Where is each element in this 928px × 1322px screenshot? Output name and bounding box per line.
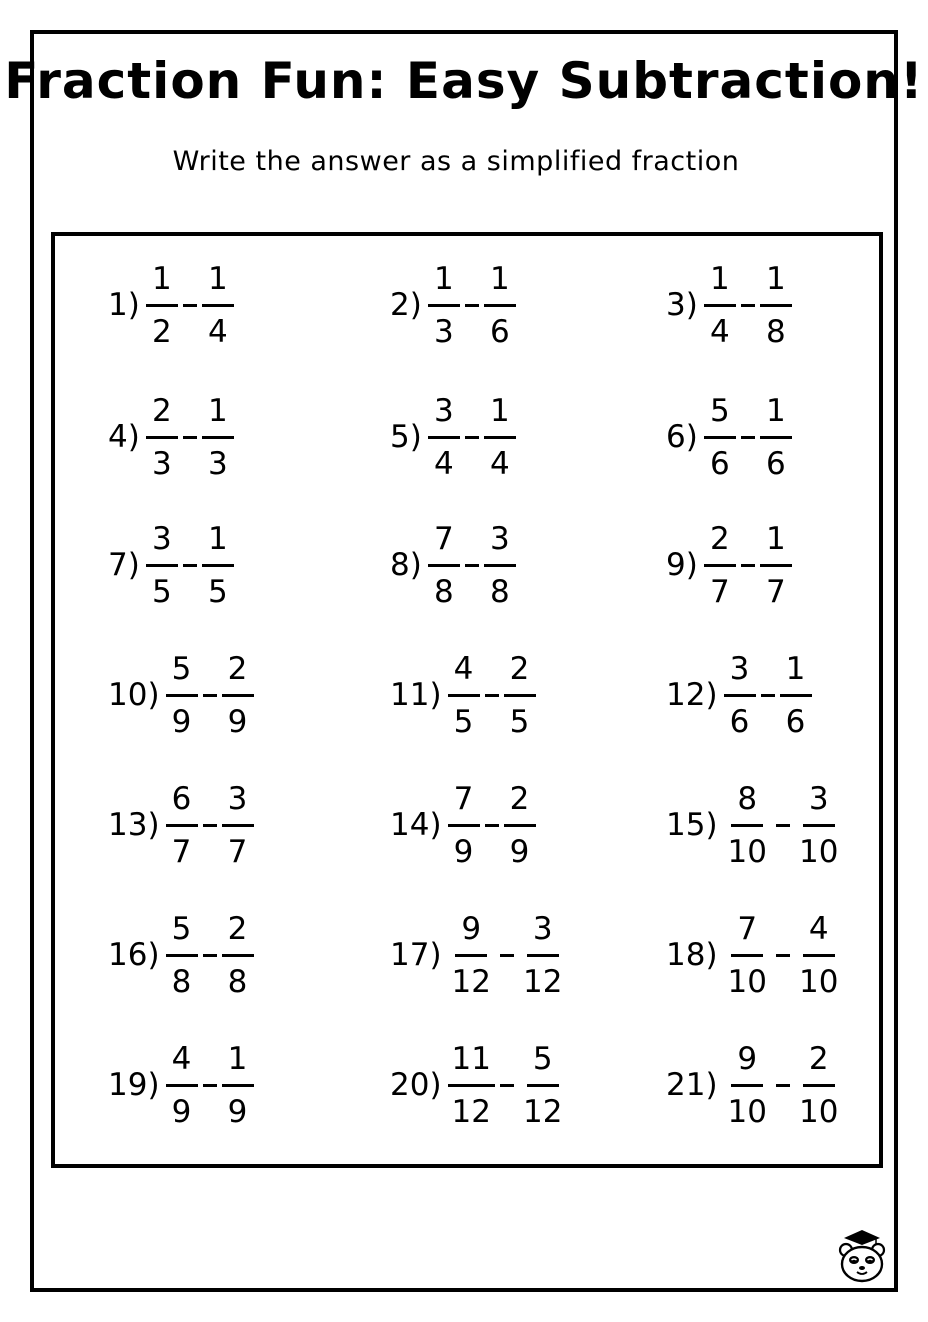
minus-sign: [500, 1084, 514, 1087]
minus-sign: [183, 304, 197, 307]
fraction-numerator: 1: [202, 260, 234, 307]
fraction-numerator: 9: [455, 910, 487, 957]
subtrahend-fraction: [760, 520, 792, 611]
problem-item: [666, 905, 842, 1005]
minus-sign: [203, 1084, 217, 1087]
problem-item: [666, 775, 842, 875]
fraction-numerator: 1: [202, 392, 234, 439]
fraction-numerator: 3: [428, 392, 460, 439]
fraction-numerator: 7: [448, 780, 480, 827]
fraction-numerator: 1: [484, 260, 516, 307]
minus-sign: [465, 564, 479, 567]
fraction-numerator: 3: [146, 520, 178, 567]
worksheet-title: Fraction Fun: Easy Subtraction!: [4, 52, 924, 110]
subtrahend-fraction: [504, 780, 536, 871]
problem-number: 9): [666, 547, 698, 583]
fraction-numerator: 5: [166, 650, 198, 697]
minus-sign: [741, 436, 755, 439]
problem-item: [108, 515, 234, 615]
minus-sign: [203, 824, 217, 827]
fraction-denominator: 10: [799, 963, 839, 1000]
fraction-denominator: 6: [489, 313, 510, 350]
fraction-numerator: 4: [803, 910, 835, 957]
problem-number: 1): [108, 287, 140, 323]
minus-sign: [485, 694, 499, 697]
fraction-denominator: 4: [207, 313, 228, 350]
fraction-denominator: 9: [227, 703, 248, 740]
minuend-fraction: [704, 392, 736, 483]
minus-sign: [741, 564, 755, 567]
subtrahend-fraction: [222, 910, 254, 1001]
fraction-denominator: 10: [727, 1093, 767, 1130]
problem-number: 10): [108, 677, 160, 713]
subtrahend-fraction: [222, 780, 254, 871]
subtrahend-fraction: [795, 1040, 842, 1131]
problem-number: 2): [390, 287, 422, 323]
fraction-numerator: 8: [731, 780, 763, 827]
fraction-denominator: 12: [451, 963, 491, 1000]
subtrahend-fraction: [222, 650, 254, 741]
subtrahend-fraction: [760, 260, 792, 351]
minus-sign: [203, 694, 217, 697]
minus-sign: [183, 564, 197, 567]
worksheet-instruction: Write the answer as a simplified fraction: [172, 146, 740, 177]
minuend-fraction: [166, 780, 198, 871]
minuend-fraction: [146, 260, 178, 351]
subtrahend-fraction: [484, 520, 516, 611]
problem-item: [390, 387, 516, 487]
subtrahend-fraction: [780, 650, 812, 741]
fraction-denominator: 7: [227, 833, 248, 870]
fraction-denominator: 2: [151, 313, 172, 350]
minuend-fraction: [724, 780, 771, 871]
minus-sign: [183, 436, 197, 439]
minus-sign: [741, 304, 755, 307]
fraction-denominator: 4: [433, 445, 454, 482]
fraction-denominator: 6: [709, 445, 730, 482]
fraction-denominator: 7: [709, 573, 730, 610]
problem-item: [108, 645, 254, 745]
subtrahend-fraction: [484, 392, 516, 483]
fraction-denominator: 9: [227, 1093, 248, 1130]
minus-sign: [500, 954, 514, 957]
fraction-denominator: 5: [453, 703, 474, 740]
fraction-numerator: 3: [527, 910, 559, 957]
fraction-denominator: 3: [151, 445, 172, 482]
minuend-fraction: [166, 910, 198, 1001]
fraction-numerator: 2: [803, 1040, 835, 1087]
fraction-denominator: 6: [729, 703, 750, 740]
fraction-numerator: 3: [803, 780, 835, 827]
problem-number: 7): [108, 547, 140, 583]
minus-sign: [465, 304, 479, 307]
fraction-denominator: 10: [799, 833, 839, 870]
subtrahend-fraction: [795, 910, 842, 1001]
minuend-fraction: [704, 520, 736, 611]
fraction-numerator: 5: [704, 392, 736, 439]
graduate-bear-icon: [836, 1228, 888, 1284]
problem-item: [666, 1035, 842, 1135]
fraction-numerator: 1: [484, 392, 516, 439]
subtrahend-fraction: [760, 392, 792, 483]
fraction-denominator: 9: [509, 833, 530, 870]
minus-sign: [776, 824, 790, 827]
fraction-denominator: 12: [523, 963, 563, 1000]
subtrahend-fraction: [202, 392, 234, 483]
fraction-denominator: 9: [171, 703, 192, 740]
fraction-numerator: 2: [222, 650, 254, 697]
problem-number: 18): [666, 937, 718, 973]
problem-item: [108, 905, 254, 1005]
minuend-fraction: [428, 520, 460, 611]
problem-item: [666, 255, 792, 355]
fraction-denominator: 6: [785, 703, 806, 740]
subtrahend-fraction: [504, 650, 536, 741]
problem-item: [108, 387, 234, 487]
minus-sign: [776, 1084, 790, 1087]
subtrahend-fraction: [222, 1040, 254, 1131]
problem-item: [108, 255, 234, 355]
fraction-numerator: 7: [731, 910, 763, 957]
problem-item: [666, 645, 812, 745]
problem-number: 6): [666, 419, 698, 455]
fraction-numerator: 1: [780, 650, 812, 697]
minuend-fraction: [146, 520, 178, 611]
fraction-denominator: 7: [171, 833, 192, 870]
fraction-numerator: 1: [222, 1040, 254, 1087]
fraction-denominator: 7: [765, 573, 786, 610]
problem-item: [390, 905, 566, 1005]
problem-number: 14): [390, 807, 442, 843]
problem-number: 8): [390, 547, 422, 583]
problem-item: [390, 515, 516, 615]
minus-sign: [465, 436, 479, 439]
fraction-numerator: 3: [222, 780, 254, 827]
fraction-numerator: 2: [146, 392, 178, 439]
fraction-denominator: 9: [453, 833, 474, 870]
fraction-numerator: 1: [760, 520, 792, 567]
problem-number: 4): [108, 419, 140, 455]
fraction-numerator: 4: [448, 650, 480, 697]
problem-item: [666, 387, 792, 487]
fraction-numerator: 4: [166, 1040, 198, 1087]
fraction-denominator: 5: [509, 703, 530, 740]
fraction-denominator: 8: [765, 313, 786, 350]
fraction-numerator: 2: [504, 650, 536, 697]
fraction-numerator: 3: [484, 520, 516, 567]
fraction-denominator: 3: [433, 313, 454, 350]
minuend-fraction: [448, 650, 480, 741]
problem-number: 17): [390, 937, 442, 973]
minuend-fraction: [428, 392, 460, 483]
fraction-denominator: 4: [489, 445, 510, 482]
fraction-numerator: 5: [166, 910, 198, 957]
problem-item: [390, 645, 536, 745]
fraction-denominator: 8: [227, 963, 248, 1000]
problem-number: 12): [666, 677, 718, 713]
fraction-denominator: 8: [489, 573, 510, 610]
fraction-denominator: 10: [727, 833, 767, 870]
fraction-numerator: 9: [731, 1040, 763, 1087]
minus-sign: [203, 954, 217, 957]
problem-item: [390, 255, 516, 355]
subtrahend-fraction: [202, 260, 234, 351]
problem-number: 16): [108, 937, 160, 973]
fraction-numerator: 1: [202, 520, 234, 567]
minus-sign: [485, 824, 499, 827]
fraction-numerator: 3: [724, 650, 756, 697]
fraction-numerator: 5: [527, 1040, 559, 1087]
minuend-fraction: [724, 910, 771, 1001]
subtrahend-fraction: [795, 780, 842, 871]
fraction-denominator: 12: [523, 1093, 563, 1130]
minus-sign: [761, 694, 775, 697]
fraction-numerator: 1: [146, 260, 178, 307]
fraction-numerator: 7: [428, 520, 460, 567]
minuend-fraction: [724, 1040, 771, 1131]
problem-number: 20): [390, 1067, 442, 1103]
fraction-denominator: 3: [207, 445, 228, 482]
fraction-numerator: 1: [760, 260, 792, 307]
minus-sign: [776, 954, 790, 957]
minuend-fraction: [166, 650, 198, 741]
fraction-denominator: 5: [151, 573, 172, 610]
minuend-fraction: [428, 260, 460, 351]
fraction-numerator: 11: [448, 1040, 495, 1087]
fraction-numerator: 6: [166, 780, 198, 827]
problem-number: 5): [390, 419, 422, 455]
problem-number: 13): [108, 807, 160, 843]
subtrahend-fraction: [519, 910, 566, 1001]
subtrahend-fraction: [484, 260, 516, 351]
minuend-fraction: [166, 1040, 198, 1131]
problem-item: [666, 515, 792, 615]
subtrahend-fraction: [519, 1040, 566, 1131]
fraction-numerator: 2: [704, 520, 736, 567]
fraction-numerator: 1: [704, 260, 736, 307]
minuend-fraction: [704, 260, 736, 351]
fraction-denominator: 5: [207, 573, 228, 610]
minuend-fraction: [448, 1040, 495, 1131]
minuend-fraction: [724, 650, 756, 741]
subtrahend-fraction: [202, 520, 234, 611]
problem-number: 11): [390, 677, 442, 713]
problem-number: 15): [666, 807, 718, 843]
fraction-denominator: 10: [799, 1093, 839, 1130]
minuend-fraction: [448, 910, 495, 1001]
problem-item: [390, 775, 536, 875]
minuend-fraction: [448, 780, 480, 871]
problem-item: [108, 1035, 254, 1135]
fraction-denominator: 9: [171, 1093, 192, 1130]
fraction-denominator: 8: [433, 573, 454, 610]
problem-number: 21): [666, 1067, 718, 1103]
fraction-numerator: 1: [428, 260, 460, 307]
fraction-denominator: 12: [451, 1093, 491, 1130]
fraction-numerator: 2: [504, 780, 536, 827]
problem-item: [108, 775, 254, 875]
problem-item: [390, 1035, 566, 1135]
fraction-denominator: 4: [709, 313, 730, 350]
minuend-fraction: [146, 392, 178, 483]
fraction-numerator: 2: [222, 910, 254, 957]
fraction-numerator: 1: [760, 392, 792, 439]
problem-number: 3): [666, 287, 698, 323]
fraction-denominator: 8: [171, 963, 192, 1000]
fraction-denominator: 6: [765, 445, 786, 482]
problem-number: 19): [108, 1067, 160, 1103]
fraction-denominator: 10: [727, 963, 767, 1000]
